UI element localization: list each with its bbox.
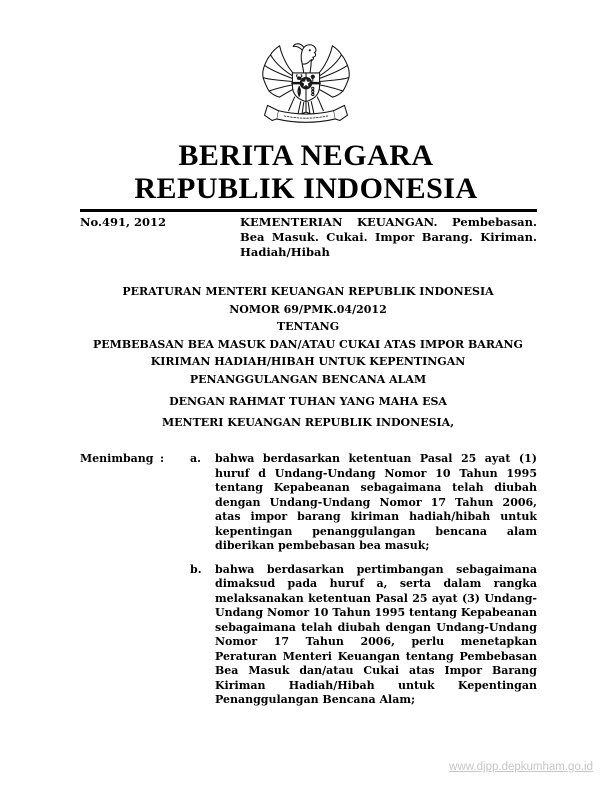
gazette-subject: KEMENTERIAN KEUANGAN. Pembebasan. Bea Masuk. Cukai. Impor Barang. Kiriman. Hadiah/Hibah	[240, 215, 537, 259]
consideration-item-b-marker: b.	[190, 562, 202, 576]
regulation-heading-line-4: PEMBEBASAN BEA MASUK DAN/ATAU CUKAI ATAS IMPOR BARANG	[93, 337, 523, 351]
masthead-title-line2: REPUBLIK INDONESIA	[134, 172, 478, 205]
watermark-link[interactable]: www.djpp.depkumham.go.id	[449, 761, 593, 773]
gazette-header	[80, 215, 537, 260]
considerations-section	[80, 452, 537, 708]
preamble-issuer: MENTERI KEUANGAN REPUBLIK INDONESIA,	[161, 416, 455, 429]
consideration-item-a-text: bahwa berdasarkan ketentuan Pasal 25 ayat (1) huruf d Undang-Undang Nomor 10 Tahun 1995 tentang Kepabeanan sebagaimana telah diubah dengan Undang-Undang Nomor 17 Tahun 2006, atas impor barang kiriman hadiah/hibah untuk kepentingan penanggulangan bencana alam diberikan pembebasan bea masuk;	[215, 452, 537, 552]
preamble	[78, 391, 538, 433]
gazette-number: No.491, 2012	[80, 215, 167, 229]
regulation-heading-line-6: PENANGGULANGAN BENCANA ALAM	[189, 372, 427, 386]
preamble-invocation: DENGAN RAHMAT TUHAN YANG MAHA ESA	[169, 395, 447, 408]
considerations-separator: :	[160, 452, 165, 465]
regulation-heading-line-2: NOMOR 69/PMK.04/2012	[229, 302, 387, 316]
garuda-pancasila-emblem	[260, 38, 352, 129]
considerations-label: Menimbang	[80, 452, 154, 465]
masthead-divider	[80, 209, 537, 212]
consideration-item-a-marker: a.	[190, 452, 201, 465]
regulation-heading	[78, 283, 538, 388]
consideration-item-b-text: bahwa berdasarkan pertimbangan sebagaimana dimaksud pada huruf a, serta dalam rangka melaksanakan ketentuan Pasal 25 ayat (3) Undang-Undang Nomor 10 Tahun 1995 tentang Kepabeanan sebagaimana telah diubah dengan Undang-Undang Nomor 17 Tahun 2006, perlu menetapkan Peraturan Menteri Keuangan tentang Pembebasan Bea Masuk dan/atau Cukai atas Impor Barang Kiriman Hadiah/Hibah untuk Kepentingan Penanggulangan Bencana Alam;	[215, 562, 537, 706]
regulation-heading-line-3: TENTANG	[276, 320, 340, 333]
masthead	[0, 139, 612, 205]
masthead-title-line1: BERITA NEGARA	[178, 139, 434, 172]
regulation-heading-line-1: PERATURAN MENTERI KEUANGAN REPUBLIK INDONESIA	[122, 285, 494, 298]
regulation-heading-line-5: KIRIMAN HADIAH/HIBAH UNTUK KEPENTINGAN	[150, 355, 466, 368]
